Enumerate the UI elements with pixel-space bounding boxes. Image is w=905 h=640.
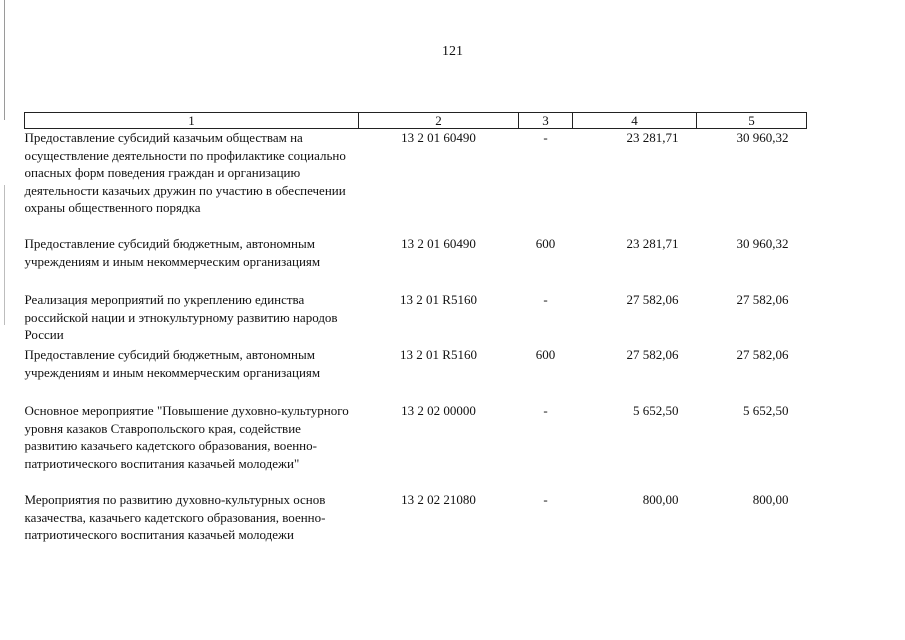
column-header: 4 [573,113,697,129]
row-value-col4: 5 652,50 [633,403,679,418]
row-value-col4: 27 582,06 [626,347,679,362]
row-code: 13 2 02 00000 [401,403,476,418]
row-name: Основное мероприятие "Повышение духовно-культурного уровня казаков Ставропольского края, содействие развитию казачьего кадетского образования, военно-патриотического воспитания казачьей молодежи" [24,403,349,471]
row-code: 13 2 02 21080 [401,492,476,507]
table-row [25,291,807,346]
row-value-col5: 27 582,06 [736,292,789,307]
row-value-col5: 5 652,50 [743,403,789,418]
row-name: Мероприятия по развитию духовно-культурных основ казачества, казачьего кадетского образования, военно-патриотического воспитания казачьей молодежи [24,492,326,543]
scan-edge-mark [4,185,5,325]
column-header: 1 [25,113,359,129]
scan-edge-mark [4,0,5,120]
table-row [25,346,807,402]
row-expense-type: 600 [535,347,556,362]
row-expense-type: - [543,403,548,418]
row-name: Предоставление субсидий казачьим обществам на осуществление деятельности по профилактике социально опасных форм поведения граждан и организацию деятельности казачьих дружин по участию в обеспечении охраны общественного порядка [24,130,346,216]
row-expense-type: - [543,292,548,307]
table-row [25,491,807,544]
column-header: 3 [519,113,573,129]
row-value-col4: 23 281,71 [626,236,679,251]
row-expense-type: - [543,492,548,507]
row-expense-type: 600 [535,236,556,251]
row-code: 13 2 01 R5160 [400,292,477,307]
table-row [25,402,807,491]
table-header-row [25,113,807,129]
row-expense-type: - [543,130,548,145]
row-value-col4: 27 582,06 [626,292,679,307]
row-name: Реализация мероприятий по укреплению единства российской нации и этнокультурному развитию народов России [24,292,338,343]
row-name: Предоставление субсидий бюджетным, автономным учреждениям и иным некоммерческим организациям [24,236,321,269]
budget-table [24,112,807,544]
row-name: Предоставление субсидий бюджетным, автономным учреждениям и иным некоммерческим организациям [24,347,321,380]
row-code: 13 2 01 60490 [401,130,476,145]
table-row [25,235,807,291]
column-header: 2 [359,113,519,129]
page-number: 121 [442,44,463,59]
row-value-col5: 30 960,32 [736,130,789,145]
table-row [25,129,807,236]
row-code: 13 2 01 60490 [401,236,476,251]
row-value-col4: 800,00 [642,492,679,507]
row-code: 13 2 01 R5160 [400,347,477,362]
row-value-col5: 30 960,32 [736,236,789,251]
row-value-col5: 800,00 [752,492,789,507]
column-header: 5 [697,113,807,129]
row-value-col4: 23 281,71 [626,130,679,145]
row-value-col5: 27 582,06 [736,347,789,362]
